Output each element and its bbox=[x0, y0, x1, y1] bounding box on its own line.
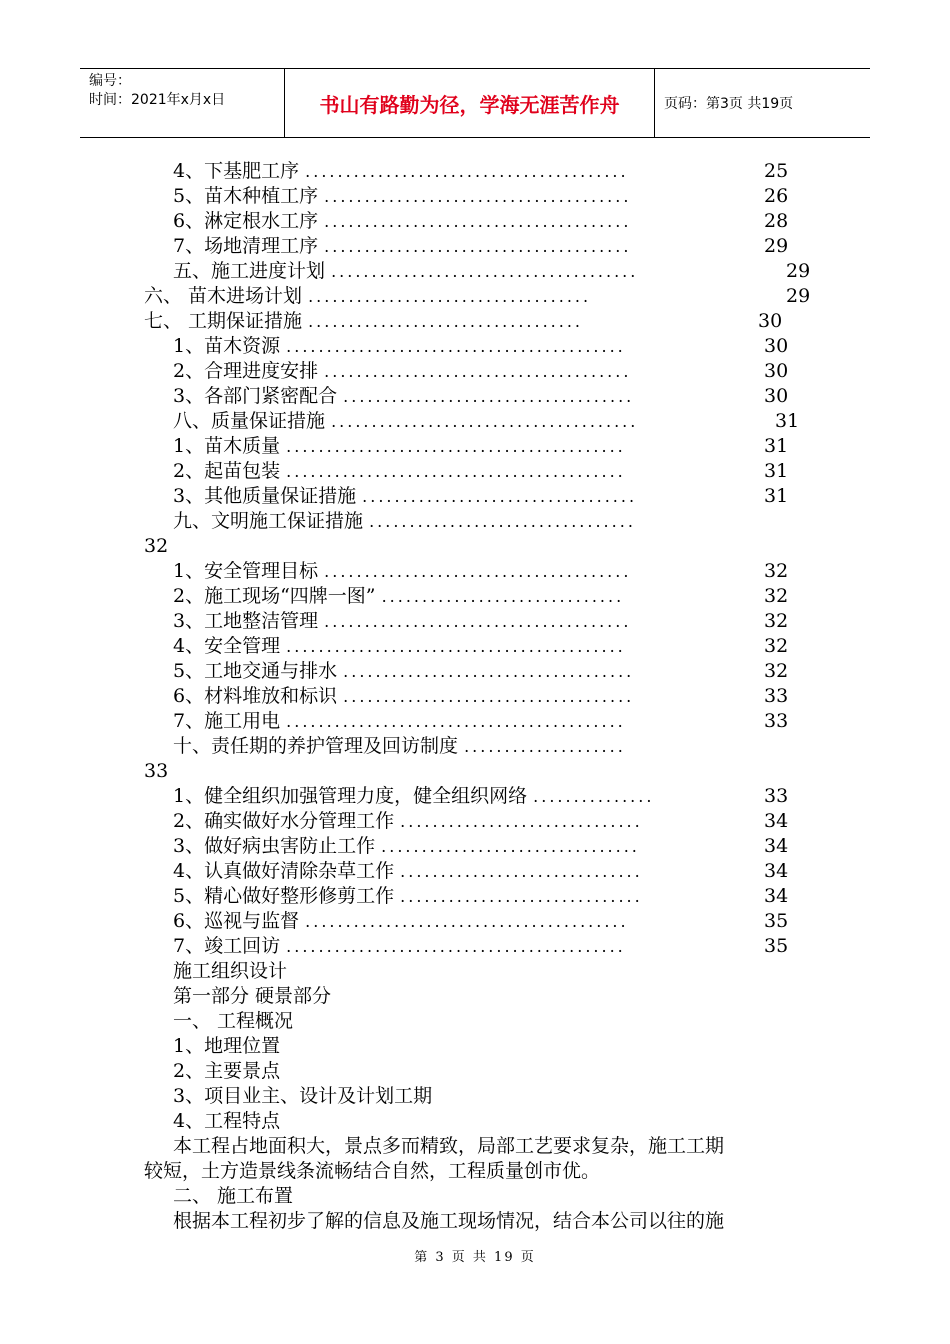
toc-item: 2、确实做好水分管理工作 .............................. bbox=[173, 810, 643, 832]
toc-page: 31 bbox=[764, 460, 789, 482]
doc-title: 施工组织设计 bbox=[173, 960, 288, 982]
subsection-heading: 3、项目业主、设计及计划工期 bbox=[173, 1085, 433, 1107]
toc-page: 31 bbox=[764, 485, 789, 507]
subsection-heading: 1、地理位置 bbox=[173, 1035, 281, 1057]
doc-time-label: 时间：2021年x月x日 bbox=[89, 92, 226, 108]
toc-page: 28 bbox=[764, 210, 789, 232]
toc-page: 33 bbox=[764, 785, 789, 807]
toc-page: 30 bbox=[764, 360, 789, 382]
toc-item: 3、做好病虫害防止工作 ................................ bbox=[173, 835, 640, 857]
toc-page: 34 bbox=[764, 835, 789, 857]
header-info bbox=[80, 69, 284, 137]
toc-page: 30 bbox=[764, 385, 789, 407]
toc-page: 32 bbox=[764, 585, 789, 607]
toc-item: 5、精心做好整形修剪工作 .............................. bbox=[173, 885, 643, 907]
toc-item: 九、文明施工保证措施 ................................. bbox=[173, 510, 636, 532]
toc-page: 25 bbox=[764, 160, 789, 182]
toc-item: 七、 工期保证措施 .................................. bbox=[144, 310, 584, 332]
toc-page: 33 bbox=[764, 710, 789, 732]
paragraph-line: 较短，土方造景线条流畅结合自然，工程质量创市优。 bbox=[144, 1160, 601, 1182]
toc-item: 5、工地交通与排水 .................................... bbox=[173, 660, 635, 682]
toc-page: 34 bbox=[764, 885, 789, 907]
toc-item: 3、工地整洁管理 ...................................... bbox=[173, 610, 632, 632]
toc-item: 7、场地清理工序 ...................................... bbox=[173, 235, 632, 257]
toc-page: 32 bbox=[764, 560, 789, 582]
section-heading: 一、 工程概况 bbox=[173, 1010, 294, 1032]
header-page-number: 页码：第3页 共19页 bbox=[664, 96, 794, 112]
toc-item: 2、合理进度安排 ...................................... bbox=[173, 360, 632, 382]
toc-page: 29 bbox=[786, 260, 811, 282]
toc-item: 2、施工现场“四牌一图” .............................. bbox=[173, 585, 625, 607]
subsection-heading: 4、工程特点 bbox=[173, 1110, 281, 1132]
toc-page: 32 bbox=[764, 610, 789, 632]
toc-page: 34 bbox=[764, 860, 789, 882]
toc-item: 八、质量保证措施 ...................................... bbox=[173, 410, 639, 432]
toc-item: 十、责任期的养护管理及回访制度 .................... bbox=[173, 735, 626, 757]
section-heading: 第一部分 硬景部分 bbox=[173, 985, 332, 1007]
toc-item: 3、其他质量保证措施 .................................. bbox=[173, 485, 638, 507]
toc-page: 30 bbox=[764, 335, 789, 357]
toc-page: 35 bbox=[764, 935, 789, 957]
toc-page: 34 bbox=[764, 810, 789, 832]
toc-item: 6、巡视与监督 ........................................ bbox=[173, 910, 629, 932]
page-header bbox=[80, 68, 870, 138]
paragraph-line: 根据本工程初步了解的信息及施工现场情况，结合本公司以往的施 bbox=[173, 1210, 725, 1232]
header-motto: 书山有路勤为径，学海无涯苦作舟 bbox=[284, 69, 655, 137]
toc-item: 1、苗木质量 .......................................... bbox=[173, 435, 626, 457]
toc-item: 1、健全组织加强管理力度，健全组织网络 ............... bbox=[173, 785, 655, 807]
toc-item: 4、安全管理 .......................................... bbox=[173, 635, 626, 657]
toc-item: 2、起苗包装 .......................................... bbox=[173, 460, 626, 482]
toc-item: 5、苗木种植工序 ...................................... bbox=[173, 185, 632, 207]
toc-item: 五、施工进度计划 ...................................... bbox=[173, 260, 639, 282]
page-footer: 第 3 页 共 19 页 bbox=[414, 1250, 536, 1265]
toc-page: 32 bbox=[764, 660, 789, 682]
toc-page: 32 bbox=[764, 635, 789, 657]
toc-item: 7、施工用电 .......................................... bbox=[173, 710, 626, 732]
toc-item: 1、安全管理目标 ...................................... bbox=[173, 560, 632, 582]
toc-page: 33 bbox=[144, 760, 169, 782]
section-heading: 二、 施工布置 bbox=[173, 1185, 294, 1207]
toc-item: 6、材料堆放和标识 .................................... bbox=[173, 685, 635, 707]
toc-item: 4、认真做好清除杂草工作 .............................. bbox=[173, 860, 643, 882]
subsection-heading: 2、主要景点 bbox=[173, 1060, 281, 1082]
toc-page: 35 bbox=[764, 910, 789, 932]
toc-page: 26 bbox=[764, 185, 789, 207]
paragraph-line: 本工程占地面积大，景点多而精致，局部工艺要求复杂，施工工期 bbox=[173, 1135, 725, 1157]
toc-page: 33 bbox=[764, 685, 789, 707]
toc-page: 32 bbox=[144, 535, 169, 557]
toc-page: 30 bbox=[758, 310, 783, 332]
doc-number-label: 编号： bbox=[89, 73, 131, 89]
toc-page: 31 bbox=[775, 410, 800, 432]
toc-page: 31 bbox=[764, 435, 789, 457]
toc-item: 3、各部门紧密配合 .................................... bbox=[173, 385, 635, 407]
toc-page: 29 bbox=[764, 235, 789, 257]
toc-item: 1、苗木资源 .......................................... bbox=[173, 335, 626, 357]
toc-item: 4、下基肥工序 ........................................ bbox=[173, 160, 629, 182]
toc-item: 六、 苗木进场计划 ................................... bbox=[144, 285, 592, 307]
toc-item: 6、淋定根水工序 ...................................... bbox=[173, 210, 632, 232]
toc-page: 29 bbox=[786, 285, 811, 307]
toc-item: 7、竣工回访 .......................................... bbox=[173, 935, 626, 957]
